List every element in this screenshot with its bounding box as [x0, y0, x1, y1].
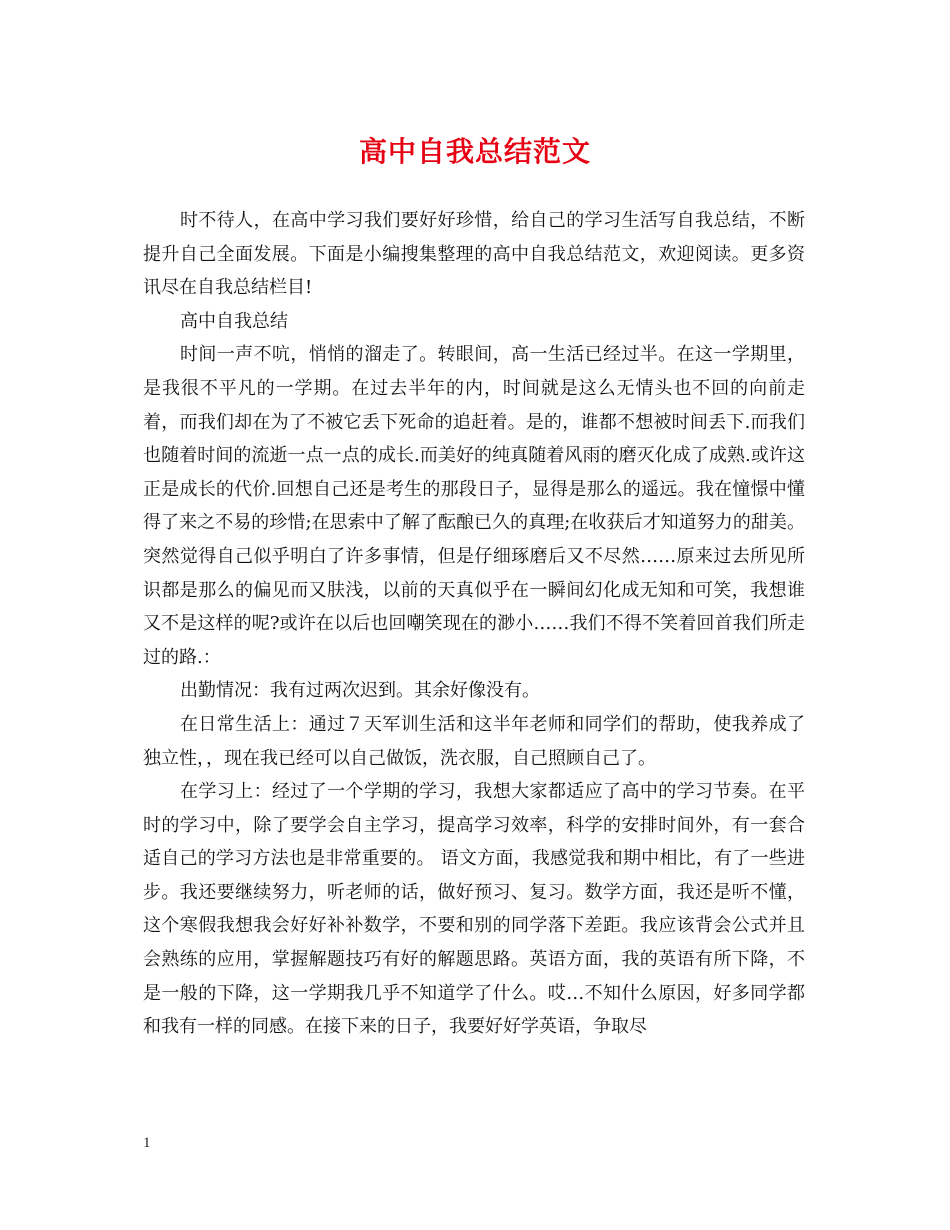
- document-body: [143, 204, 805, 1044]
- paragraph-study: 在学习上：经过了一个学期的学习，我想大家都适应了高中的学习节奏。在平时的学习中，除了要学会自主学习，提高学习效率，科学的安排时间外，有一套合适自己的学习方法也是非常重要的。 语文方面，我感觉我和期中相比，有了一些进步。我还要继续努力，听老师的话，做好预习、复习。数学方面，我还是听不懂，这个寒假我想我会好好补补数学，不要和别的同学落下差距。我应该背会公式并且会熟练的应用，掌握解题技巧有好的解题思路。英语方面，我的英语有所下降，不是一般的下降，这一学期我几乎不知道学了什么。哎…不知什么原因，好多同学都和我有一样的同感。在接下来的日子，我要好好学英语，争取尽: [143, 781, 805, 1038]
- paragraph-daily-life: 在日常生活上：通过７天军训生活和这半年老师和同学们的帮助，使我养成了独立性，，现在我已经可以自己做饭，洗衣服，自己照顾自己了。: [143, 713, 805, 769]
- paragraph-reflection: 时间一声不吭，悄悄的溜走了。转眼间，高一生活已经过半。在这一学期里，是我很不平凡的一学期。在过去半年的内，时间就是这么无情头也不回的向前走着，而我们却在为了不被它丢下死命的追赶着。是的，谁都不想被时间丢下.而我们也随着时间的流逝一点一点的成长.而美好的纯真随着风雨的磨灭化成了成熟.或许这正是成长的代价.回想自己还是考生的那段日子，显得是那么的遥远。我在憧憬中懂得了来之不易的珍惜;在思索中了解了酝酿已久的真理;在收获后才知道努力的甜美。突然觉得自己似乎明白了许多事情，但是仔细琢磨后又不尽然……原来过去所见所识都是那么的偏见而又肤浅，以前的天真似乎在一瞬间幻化成无知和可笑，我想谁又不是这样的呢?或许在以后也回嘲笑现在的渺小……我们不得不笑着回首我们所走过的路.：: [143, 344, 805, 668]
- page-number: 1: [143, 1135, 151, 1151]
- document-title: 高中自我总结范文: [358, 135, 591, 168]
- paragraph-heading: 高中自我总结: [180, 310, 288, 332]
- paragraph-intro: 时不待人，在高中学习我们要好好珍惜，给自己的学习生活写自我总结，不断提升自己全面发展。下面是小编搜集整理的高中自我总结范文，欢迎阅读。更多资讯尽在自我总结栏目!: [143, 210, 805, 299]
- paragraph-attendance: 出勤情况：我有过两次迟到。其余好像没有。: [180, 680, 540, 702]
